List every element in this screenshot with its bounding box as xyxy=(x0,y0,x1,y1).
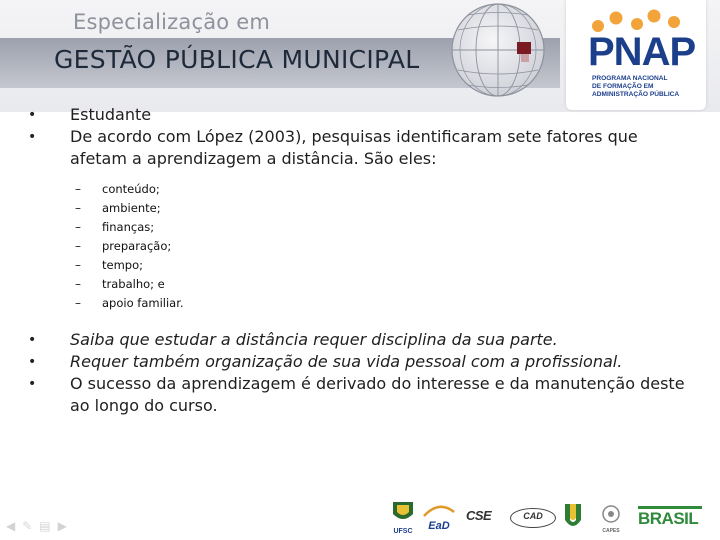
header-subtitle: Especialização em xyxy=(73,10,270,34)
notes-list xyxy=(28,329,688,417)
cse-logo: CSE xyxy=(466,508,492,523)
slide-navigation xyxy=(6,519,67,533)
note-item: • Saiba que estudar a distância requer disciplina da sua parte. xyxy=(28,329,688,351)
bullet-item: • De acordo com López (2003), pesquisas identificaram sete fatores que afetam a aprendizagem a distância. São eles: xyxy=(28,126,688,170)
ufsc-crest-icon xyxy=(390,500,416,524)
factor-item: – finanças; xyxy=(75,218,184,237)
slide-nav-menu-icon[interactable]: ▤ xyxy=(39,519,51,533)
slide-nav-prev-icon[interactable]: ◀ xyxy=(6,519,16,533)
cad-logo: CAD xyxy=(510,508,556,528)
capes-emblem-icon xyxy=(596,504,626,524)
footer-logos xyxy=(388,498,710,536)
capes-logo: CAPES xyxy=(596,504,626,534)
page-title: GESTÃO PÚBLICA MUNICIPAL xyxy=(54,45,420,74)
slide-nav-next-icon[interactable]: ▶ xyxy=(57,519,67,533)
ead-logo: EaD xyxy=(422,502,456,534)
factor-item: – tempo; xyxy=(75,256,184,275)
ead-swoosh-icon xyxy=(422,502,456,520)
uab-logo xyxy=(562,502,584,532)
factor-item: – apoio familiar. xyxy=(75,294,184,313)
pnap-logo xyxy=(566,0,706,110)
factor-item: – preparação; xyxy=(75,237,184,256)
pnap-logo-subtitle: PROGRAMA NACIONAL DE FORMAÇÃO EM ADMINISTRAÇÃO PÚBLICA xyxy=(592,75,680,98)
factor-item: – ambiente; xyxy=(75,199,184,218)
globe-icon xyxy=(446,0,556,108)
slide-header xyxy=(0,0,720,112)
factor-item: – conteúdo; xyxy=(75,180,184,199)
factors-list xyxy=(75,180,184,313)
bullet-item: • Estudante xyxy=(28,104,688,126)
factor-item: – trabalho; e xyxy=(75,275,184,294)
main-bullet-list xyxy=(28,104,688,170)
note-item: • Requer também organização de sua vida pessoal com a profissional. xyxy=(28,351,688,373)
note-item: • O sucesso da aprendizagem é derivado do interesse e da manutenção deste ao longo do curso. xyxy=(28,373,688,417)
brasil-logo: BRASIL xyxy=(638,506,708,532)
pnap-logo-word: PNAP xyxy=(588,30,696,74)
uab-emblem-icon xyxy=(562,502,584,532)
slide-nav-pen-icon[interactable]: ✎ xyxy=(22,519,33,533)
ufsc-logo: UFSC xyxy=(390,500,416,534)
